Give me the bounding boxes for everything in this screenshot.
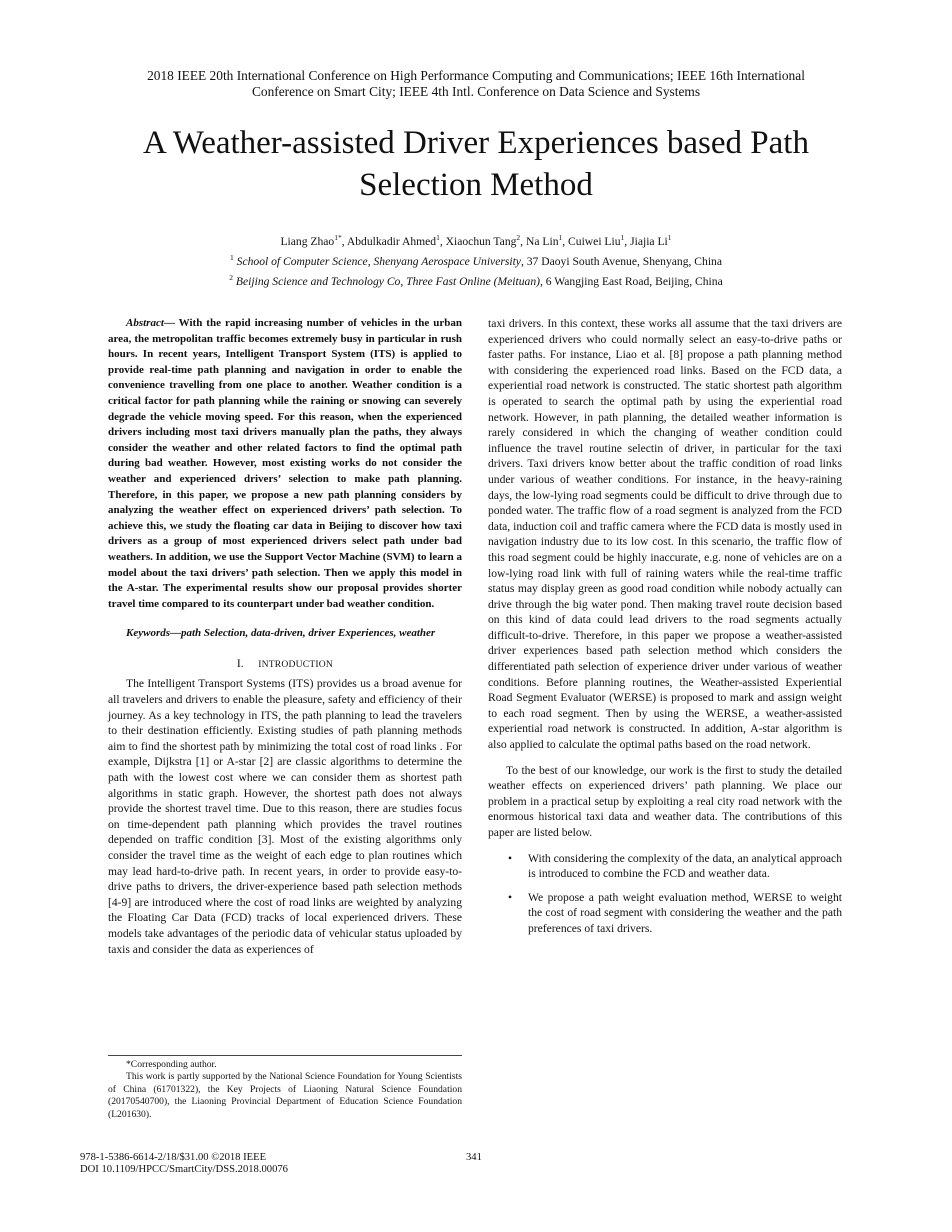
authors-block [60,230,892,290]
footnote-divider [108,1055,462,1056]
author-list: Liang Zhao$^{1*}$, Abdulkadir Ahmed$^1$, Xiaochun Tang$^2$, Na Lin$^1$, Cuiwei Liu$^1$, Jiajia Li$^1$ [280,233,672,248]
affiliation-1 [60,250,892,270]
right-column [488,316,842,945]
section-title: INTRODUCTION [258,658,334,670]
funding-note: This work is partly supported by the National Science Foundation for Young Scientists of China (61701322), the Key Projects of Liaoning Natural Science Foundation (20170540700), the Liaoning Provincial Department of Education Science Foundation (L201630). [108,1071,462,1120]
section-number: I. [236,656,244,670]
footnotes [108,1059,462,1121]
affiliation-1-institution: School of Computer Science, Shenyang Aerospace University [236,254,521,268]
intro-paragraph-continued: taxi drivers. In this context, these works all assume that the taxi drivers are experienced drivers who could normally select an easy-to-drive paths or faster paths. For instance, Liao et al. [8] propose a path planning method with considering the experienced road links. Based on the FCD data, a experiential road network is constructed. The static shortest path algorithm is operated to search the optimal path by using the experiential road network. However, in path planning, the detailed weather information is rarely considered in which the changing of weather condition could influence the travel routine selectin of driver, in particular for the taxi drivers. Taxi drivers know better about the traffic condition of road links under various of weather conditions. For instance, in the heavy-raining days, the low-lying road segments could be difficult to drive through due to ponded water. The traffic flow of a road segment is analyzed from the FCD data, induction coil and traffic camera where the FCD data is mostly used in navigation industry due to its low cost. In this scenario, the traffic flow of this road segment could be highly inaccurate, e.g. none of vehicles are on a low-lying road link with full of raining waters while the real-time traffic status may display green as good road condition while nobody actually can drive through the big water pond. Then making travel route decision based on this kind of data could lead drivers to the road segments actually difficult-to-drive. Therefore, in this paper we propose a weather-assisted driver experiences based path selection method which considers the differentiated path selection of experience driver under various of weather conditions. Before planning routines, the Weather-assisted Experiential Road Segment Evaluator (WERSE) is proposed to mark and assign weight to each road segment. Then by using the WERSE, a weather-assisted experiential road network is constructed. In addition, A-star algorithm is also applied to calculate the optimal paths based on the road network. [488,317,842,752]
corresponding-author-note: *Corresponding author. [126,1059,217,1070]
bullet-point: • [508,890,513,904]
publication-info [80,1152,288,1177]
paper-title [60,122,892,206]
affiliation-2-address: , 6 Wangjing East Road, Beijing, China [539,274,723,288]
abstract-label: Abstract [126,317,164,329]
conference-line-2: Conference on Smart City; IEEE 4th Intl. Conference on Data Science and Systems [251,84,701,99]
contribution-text: We propose a path weight evaluation method, WERSE to weight the cost of road segment with considering the weather and the path preferences of taxi drivers. [528,890,842,935]
contribution-item [488,890,842,937]
page-number: 341 [466,1152,482,1163]
left-column [108,316,462,957]
intro-paragraph-2: To the best of our knowledge, our work is the first to study the detailed weather effects on experienced drivers’ path planning. We place our problem in a practical setup by exploiting a real city road network with the enormous historical taxi data and weather data. The contributions of this paper are listed below. [488,763,842,839]
conference-line-1: 2018 IEEE 20th International Conference on High Performance Computing and Communications; IEEE 16th International [147,68,805,83]
contribution-item [488,851,842,882]
contribution-list [488,851,842,937]
abstract-text: — With the rapid increasing number of vehicles in the urban area, the metropolitan traffic becomes extremely busy in particular in rush hours. In recent years, Intelligent Transport System (ITS) is applied to provide real-time path planning and navigation in order to enable the convenience travelling from one place to another. Weather condition is a critical factor for path planning while the raining or snowing can severely degrade the vehicle moving speed. For this reason, when the experienced drivers including most taxi drivers manually plan the paths, they always consider the weather and other related factors to find the optimal path during bad weather. However, most existing works do not consider the weather and experienced drivers’ selection to make path planning. Therefore, in this paper, we propose a new path planning considers by analyzing the weather effect on experienced drivers’ path selection. To achieve this, we study the floating car data in Beijing to discover how taxi drivers as a group of most experienced drivers select path under bad weathers. In addition, we use the Support Vector Machine (SVM) to learn a model about the taxi drivers’ path selection. Then we apply this model in the A-star. The experimental results show our proposal provides shorter travel time compared to its counterpart under bad weather condition. [108,317,462,610]
title-line-1: A Weather-assisted Driver Experiences based Path [143,125,809,161]
keywords [108,626,462,642]
affiliation-2 [60,270,892,290]
affiliation-2-number: 2 [229,272,234,282]
bullet-point: • [508,851,513,865]
keywords-label: Keywords [126,627,170,640]
section-heading-introduction [108,656,462,673]
doi-line: DOI 10.1109/HPCC/SmartCity/DSS.2018.00076 [80,1164,288,1176]
abstract [108,316,462,612]
title-line-2: Selection Method [359,167,593,203]
intro-paragraph-1: The Intelligent Transport Systems (ITS) provides us a broad avenue for all travelers and drivers to enable the pleasure, safety and efficiency of their journey. As a key technology in ITS, the path planning to lead the travelers to their destination efficiently. Existing studies of path planning methods aim to find the shortest path by minimizing the total cost of road links . For example, Dijkstra [1] or A-star [2] are classic algorithms to determine the path with the lowest cost where we can consider them as shortest path algorithms in static graph. However, the shortest path does not always provide the shortest travel time. Due to this reason, there are studies focus on time-dependent path planning which provides the travel routines depended on traffic condition [3]. Most of the existing algorithms only consider the travel time as the weight of each edge to plan routines which may lead hard-to-drive path. In recent years, in order to provide easy-to-drive paths to drivers, the driver-experience based path selection methods [4-9] are introduced where the cost of road links are weighted by analyzing the Floating Car Data (FCD) tracks of local experienced drivers. These models take advantages of the periodic data of vehicular status uploaded by taxis and consider the data as experiences of [108,677,462,956]
keywords-text: —path Selection, data-driven, driver Experiences, weather [170,627,436,640]
affiliation-1-number: 1 [230,252,234,262]
affiliation-2-institution: Beijing Science and Technology Co, Three Fast Online (Meituan) [235,274,540,288]
affiliation-1-address: , 37 Daoyi South Avenue, Shenyang, China [520,254,722,268]
contribution-text: With considering the complexity of the data, an analytical approach is introduced to combine the FCD and weather data. [528,851,842,881]
isbn-line: 978-1-5386-6614-2/18/$31.00 ©2018 IEEE [80,1152,267,1163]
conference-header [60,68,892,100]
